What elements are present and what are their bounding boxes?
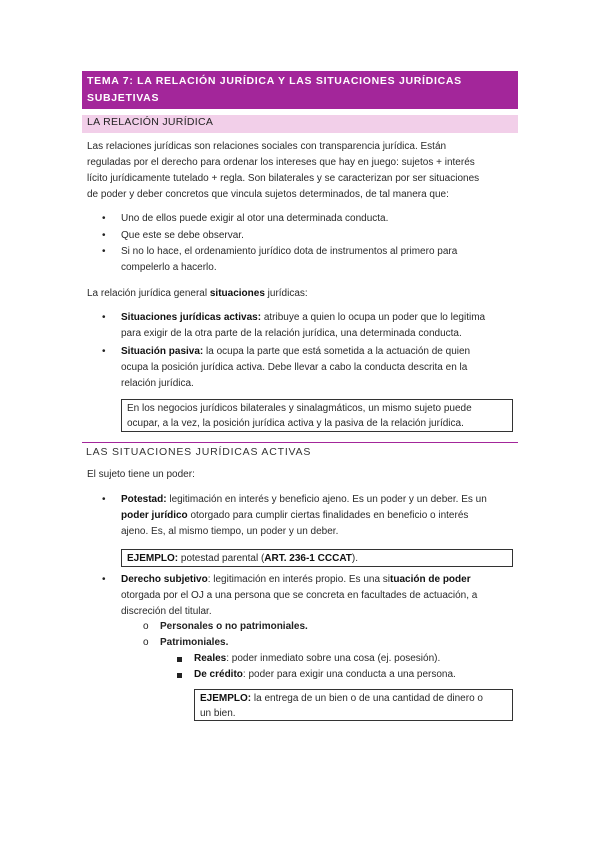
example-box-potestad: EJEMPLO: potestad parental (ART. 236-1 CCCAT). [121, 549, 513, 567]
sub-sub-item-credito: De crédito: poder para exigir una conducta a una persona. [194, 669, 456, 680]
bullet-marker: • [102, 213, 106, 224]
section-heading-relacion: LA RELACIÓN JURÍDICA [82, 115, 518, 133]
list-item-pasiva: Situación pasiva: la ocupa la parte que está sometida a la actuación de quien ocupa la posición jurídica activa. Debe llevar a cabo la conducta descrita en la relación jurídica. [121, 346, 471, 389]
example-box-credito: EJEMPLO: la entrega de un bien o de una cantidad de dinero o un bien. [194, 689, 513, 721]
general-relation-line: La relación jurídica general situaciones jurídicas: [87, 288, 308, 299]
intro-line: lícito jurídicamente tutelado + regla. Son bilaterales y se caracterizan por ser situaciones [87, 173, 480, 184]
list-item-derecho-subjetivo: Derecho subjetivo: legitimación en interés propio. Es una situación de poder otorgada por el OJ a una persona que se concreta en facultades de actuación, a discreción del titular. [121, 574, 478, 617]
sub-item-personales: Personales o no patrimoniales. [160, 621, 308, 632]
bullet-marker: • [102, 312, 106, 323]
intro-line: reguladas por el derecho para ordenar los intereses que hay en juego: sujetos + interés [87, 157, 475, 168]
bullet-marker: • [102, 346, 106, 357]
bullet-marker: • [102, 230, 106, 241]
intro-paragraph [87, 139, 513, 203]
sub-bullet-marker: o [143, 621, 149, 632]
square-bullet [177, 673, 182, 678]
list-item: Uno de ellos puede exigir al otor una determinada conducta. [121, 213, 389, 224]
bullet-marker: • [102, 574, 106, 585]
chapter-title-line1: TEMA 7: LA RELACIÓN JURÍDICA Y LAS SITUACIONES JURÍDICAS [87, 75, 462, 87]
square-bullet [177, 657, 182, 662]
list-item-potestad: Potestad: legitimación en interés y beneficio ajeno. Es un poder y un deber. Es un poder jurídico otorgado para cumplir ciertas finalidades en beneficio o interés ajeno. Es, al mismo tiempo, un poder y un deber. [121, 494, 487, 537]
list-item [121, 244, 513, 276]
bullet-marker: • [102, 494, 106, 505]
bullet-marker: • [102, 246, 106, 257]
list-item-activas: Situaciones jurídicas activas: atribuye a quien lo ocupa un poder que lo legitima para exigir de la otra parte de la relación jurídica, una determinada conducta. [121, 312, 486, 339]
note-box-bilaterales: En los negocios jurídicos bilaterales y sinalagmáticos, un mismo sujeto puede ocupar, a la vez, la posición jurídica activa y la pasiva de la relación jurídica. [121, 399, 513, 432]
list-item: Que este se debe observar. [121, 230, 244, 241]
list-item-line: compelerlo a hacerlo. [121, 262, 217, 273]
section2-intro: El sujeto tiene un poder: [87, 469, 195, 480]
chapter-title-bar [82, 71, 518, 109]
sub-sub-item-reales: Reales: poder inmediato sobre una cosa (ej. posesión). [194, 653, 441, 664]
section-divider [82, 442, 518, 443]
section-heading-activas: LAS SITUACIONES JURÍDICAS ACTIVAS [86, 446, 312, 458]
list-item-line: Si no lo hace, el ordenamiento jurídico dota de instrumentos al primero para [121, 246, 458, 257]
sub-item-patrimoniales: Patrimoniales. [160, 637, 229, 648]
chapter-title-line2: SUBJETIVAS [87, 92, 160, 104]
sub-bullet-marker: o [143, 637, 149, 648]
intro-line: de poder y deber concretos que vincula sujetos determinados, de tal manera que: [87, 189, 449, 200]
intro-line: Las relaciones jurídicas son relaciones sociales con transparencia jurídica. Están [87, 141, 447, 152]
